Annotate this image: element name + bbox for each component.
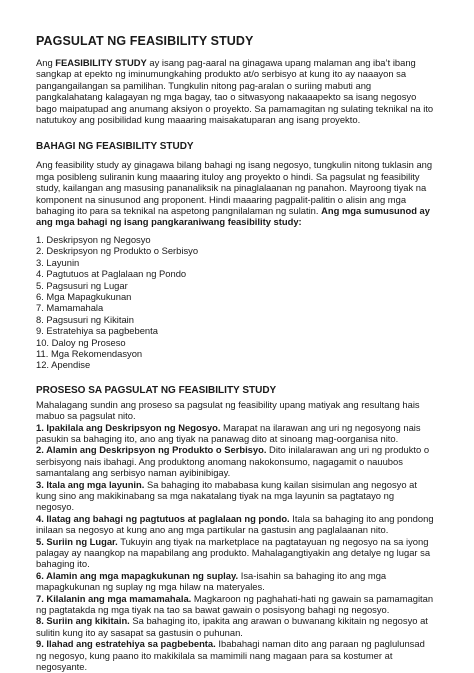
- section2-heading: PROSESO SA PAGSULAT NG FEASIBILITY STUDY: [36, 384, 277, 396]
- step-label: 3. Itala ang mga layunin.: [36, 478, 145, 490]
- list-item: 8. Pagsusuri ng Kikitain: [36, 313, 134, 325]
- step-text: Marapat na ilarawan ang uri ng negosyong nais pasukin sa bahaging ito, ano ang tiyak na panawag dito at sinoang mag-oorganisa nito.: [36, 421, 421, 444]
- list-item: 4. Pagtutuos at Paglalaan ng Pondo: [36, 268, 187, 280]
- parts-list: [36, 234, 434, 371]
- list-item: 2. Deskripsyon ng Produkto o Serbisyo: [36, 245, 199, 257]
- step-paragraph: [36, 570, 434, 593]
- list-item: 5. Pagsusuri ng Lugar: [36, 279, 128, 291]
- step-text: Tukuyin ang tiyak na marketplace na pagtatayuan ng negosyo na sa iyong palagay ay naangkop na mapabilang ang produkto. Mahalagangtiyakin ang detalye ng lugar sa bahaging ito.: [36, 535, 431, 570]
- step-label: 6. Alamin ang mga mapagkukunan ng suplay.: [36, 569, 239, 581]
- step-text: Ibabahagi naman dito ang paraan ng paglulunsad ng negosyo, kung paano ito makikilala sa mamimili nang magaan para sa kostumer at negosyante.: [36, 638, 425, 673]
- step-text: Itala sa bahaging ito ang pondong inilaan sa negosyo at kung ano ang mga partikular na gastusin ang paglalaanan nito.: [36, 512, 434, 536]
- list-item: 10. Daloy ng Proseso: [36, 336, 126, 348]
- step-paragraph: [36, 422, 434, 445]
- step-paragraph: [36, 593, 434, 616]
- section1-paragraph: [36, 159, 434, 227]
- section2-intro: Mahalagang sundin ang proseso sa pagsulat ng feasibility upang matiyak ang resultang hais mabuo sa pagsulat nito.: [36, 398, 420, 422]
- intro-rest: ay isang pag-aaral na ginagawa upang malaman ang iba’t ibang sangkap at epekto ng iminumungkahing produkto at/o serbisyo at kung ito ay naaayon sa pangangailangan sa pamilihan. Tungkulin nitong pag-aralan o suriing mabuti ang pangkalahatang kalagayan ng mga bagay, tao o sitwasyong nakaaapekto sa isang negosyo bago maipatupad ang anumang aksiyon o proyekto. Sa pamamagitan ng sulating teknikal na ito natutukoy ang posibilidad kung maaaring maisakatuparan ang isang proyekto.: [36, 57, 434, 126]
- section1-text: Ang feasibility study ay ginagawa bilang bahagi ng isang negosyo, tungkulin nitong tuklasin ang mga posibleng suliranin kung maaaring ituloy ang proyekto o hindi. Sa pagsulat ng feasibility study, kailangan ang masusing pananaliksik na pinaglalaanan ng panahon. Mayroong tiyak na komponent na sinusunod ang proponent. Hindi maaaring pagpalit-palitin o alisin ang mga bahaging ito para sa teknikal na aspetong pangnilalaman ng sulatin.: [36, 159, 433, 217]
- section1-bold-text: Ang mga sumusunod ay ang mga bahagi ng isang pangkaraniwang feasibility study:: [36, 205, 430, 228]
- list-item: 11. Mga Rekomendasyon: [36, 347, 143, 359]
- list-item: 7. Mamamahala: [36, 302, 104, 314]
- step-paragraph: [36, 615, 434, 638]
- step-label: 7. Kilalanin ang mga mamamahala.: [36, 592, 192, 604]
- intro-pre: Ang: [36, 57, 56, 68]
- list-item: 1. Deskripsyon ng Negosyo: [36, 233, 151, 245]
- step-label: 5. Suriin ng Lugar.: [36, 535, 118, 547]
- step-text: Magkaroon ng paghahati-hati ng gawain sa pamamagitan ng pagtatakda ng mga tiyak na tao sa bawat gawain o posisyong bahagi ng negosyo.: [36, 592, 434, 616]
- step-text: Isa-isahin sa bahaging ito ang mga mapagkukunan ng suplay ng mga hilaw na materyales.: [36, 569, 387, 593]
- step-text: Sa bahaging ito mababasa kung kailan sisimulan ang negosyo at kung sino ang makikinabang sa mga nakatalang tiyak na mga layunin sa pagtatayo ng negosyo.: [36, 478, 417, 513]
- step-paragraph: [36, 479, 434, 513]
- intro-paragraph: [36, 57, 434, 125]
- list-item: 12. Apendise: [36, 359, 91, 371]
- document-title: PAGSULAT NG FEASIBILITY STUDY: [36, 34, 254, 48]
- step-text: Dito inilalarawan ang uri ng produkto o serbisyong nais ibahagi. Ang produktong anomang nakokonsumo, nagagamit o nauubos samantalang ang serbisyo naman ayibinibigay.: [36, 444, 430, 479]
- step-paragraph: [36, 536, 434, 570]
- section1-heading: BAHAGI NG FEASIBILITY STUDY: [36, 141, 194, 153]
- step-label: 8. Suriin ang kikitain.: [36, 615, 130, 627]
- list-item: 6. Mga Mapagkukunan: [36, 290, 132, 302]
- step-paragraph: [36, 638, 434, 672]
- step-paragraph: [36, 513, 434, 536]
- step-label: 9. Ilahad ang estratehiya sa pagbebenta.: [36, 638, 216, 650]
- step-text: Sa bahaging ito, ipakita ang arawan o buwanang kikitain ng negosyo at sulitin kung ito ay sasapat sa gastusin o puhunan.: [36, 615, 428, 638]
- list-item: 3. Layunin: [36, 256, 80, 268]
- step-label: 2. Alamin ang Deskripsyon ng Produkto o Serbisyo.: [36, 444, 267, 456]
- list-item: 9. Estratehiya sa pagbebenta: [36, 325, 158, 337]
- step-label: 1. Ipakilala ang Deskripsyon ng Negosyo.: [36, 421, 221, 433]
- intro-term: FEASIBILITY STUDY: [55, 57, 147, 68]
- step-paragraph: [36, 444, 434, 478]
- step-label: 4. Ilatag ang bahagi ng pagtutuos at paglalaan ng pondo.: [36, 512, 290, 524]
